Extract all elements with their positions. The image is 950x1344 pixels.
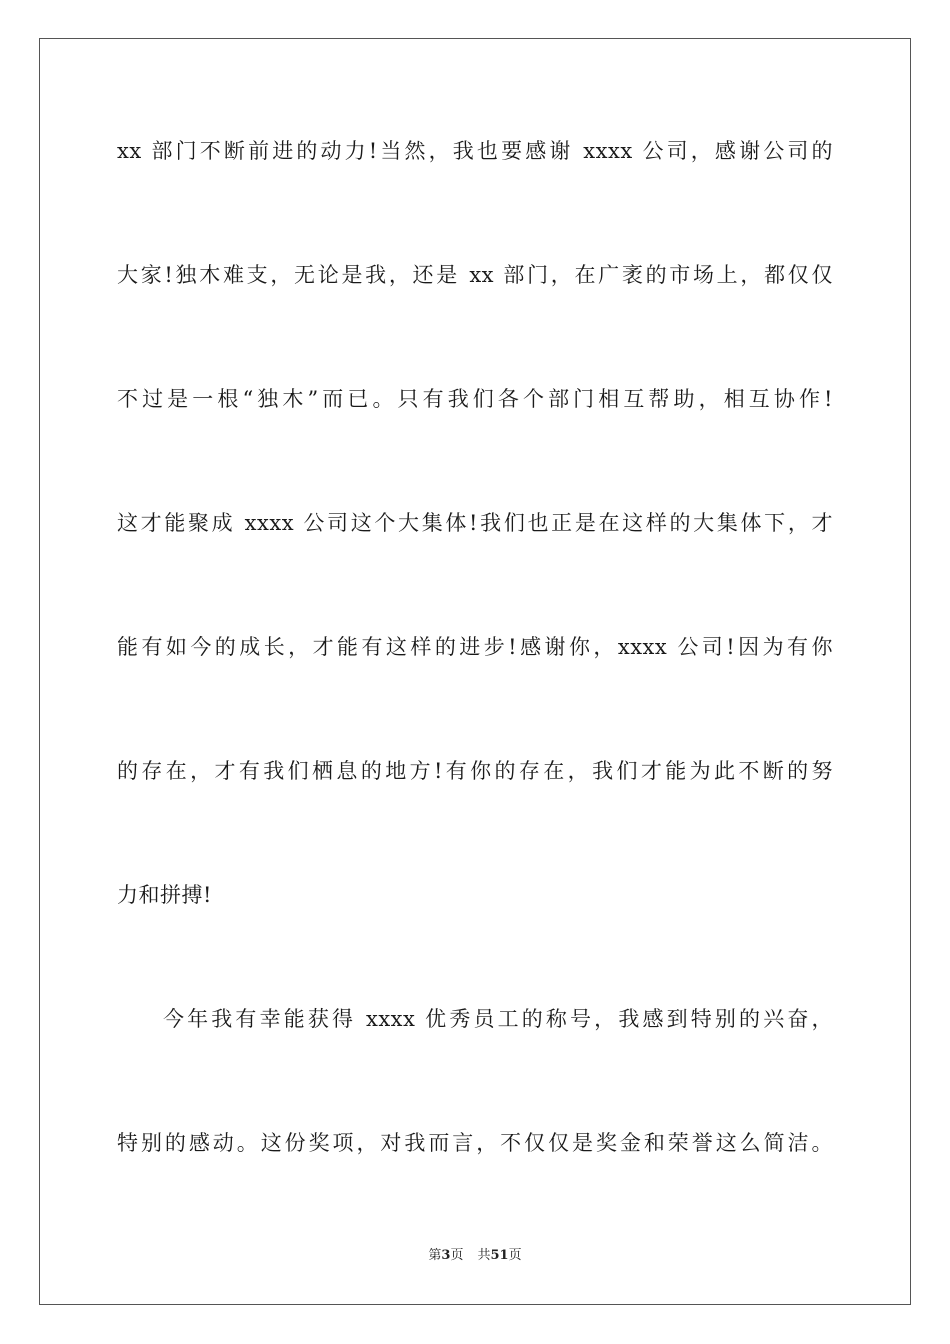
text-line-6: 的存在，才有我们栖息的地方!有你的存在，我们才能为此不断的努	[117, 759, 833, 783]
page-number: 3	[441, 1248, 451, 1263]
text-line-3: 不过是一根“独木”而已。只有我们各个部门相互帮助，相互协作!	[117, 387, 833, 411]
text-line-1: xx 部门不断前进的动力!当然，我也要感谢 xxxx 公司，感谢公司的	[117, 139, 833, 163]
total-pages: 51	[490, 1248, 509, 1263]
text-line-2: 大家!独木难支，无论是我，还是 xx 部门，在广袤的市场上，都仅仅	[117, 263, 833, 287]
paragraph-2-line-2: 特别的感动。这份奖项，对我而言，不仅仅是奖金和荣誉这么简洁。	[117, 1131, 833, 1155]
page-prefix: 第	[428, 1248, 442, 1263]
paragraph-2-line-1: 今年我有幸能获得 xxxx 优秀员工的称号，我感到特别的兴奋，	[163, 1007, 833, 1031]
text-line-4: 这才能聚成 xxxx 公司这个大集体!我们也正是在这样的大集体下，才	[117, 511, 833, 535]
total-suffix: 页	[508, 1248, 522, 1263]
page-footer	[0, 1246, 950, 1266]
total-prefix: 共	[477, 1248, 491, 1263]
page-suffix: 页	[450, 1248, 464, 1263]
text-line-5: 能有如今的成长，才能有这样的进步!感谢你，xxxx 公司!因为有你	[117, 635, 833, 659]
page-border	[39, 38, 911, 1305]
text-line-7: 力和拼搏!	[117, 883, 212, 907]
